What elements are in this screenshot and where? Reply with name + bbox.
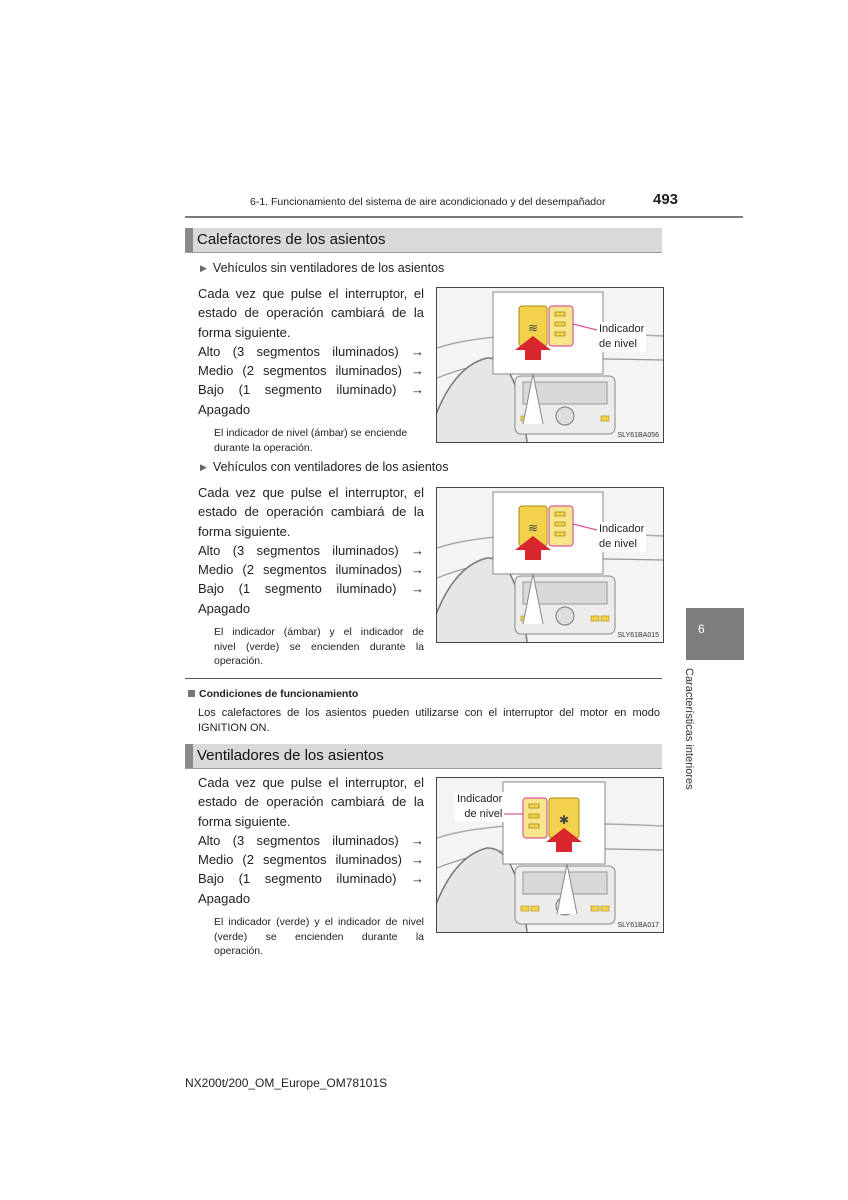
text-line: estado de operación cambiará de la — [198, 504, 424, 520]
text-line: forma siguiente. — [198, 324, 291, 340]
text-line: Apagado — [198, 401, 251, 417]
text-line: Cada vez que pulse el interruptor, el — [198, 286, 424, 301]
footer-document-id: NX200t/200_OM_Europe_OM78101S — [185, 1076, 388, 1090]
square-bullet-icon — [188, 690, 195, 697]
procedure-text-3 — [198, 773, 424, 908]
section-divider — [185, 678, 662, 679]
chapter-number: 6 — [698, 622, 705, 636]
level-indicator-callout: Indicador de nivel — [599, 523, 645, 550]
text-line: Bajo (1 segmento iluminado) → — [198, 382, 424, 398]
chapter-tab — [686, 608, 744, 660]
conditions-text — [198, 706, 660, 735]
text-line: Alto (3 segmentos iluminados) → — [198, 343, 424, 359]
procedure-text-1 — [198, 284, 424, 419]
text-line: forma siguiente. — [198, 523, 291, 539]
text-line: Cada vez que pulse el interruptor, el — [198, 775, 424, 790]
figure-seat-ventilator-switch — [436, 777, 664, 933]
note-line: operación. — [214, 655, 264, 667]
figure-seat-heater-switch-ventilated — [436, 487, 664, 643]
section-heading-seat-ventilators — [185, 744, 662, 769]
text-line: Alto (3 segmentos iluminados) → — [198, 832, 424, 848]
section-accent — [185, 744, 193, 768]
section-heading-seat-heaters — [185, 228, 662, 253]
text-line: Alto (3 segmentos iluminados) → — [198, 542, 424, 558]
figure-seat-heater-switch — [436, 287, 664, 443]
note-text-1 — [214, 426, 424, 455]
level-indicator-callout: Indicador de nivel — [457, 793, 503, 820]
figure-code: SLY61BA056 — [617, 432, 659, 439]
chapter-label: Características interiores — [683, 668, 695, 790]
text-line: Medio (2 segmentos iluminados) → — [198, 852, 424, 868]
figure-code: SLY61BA017 — [617, 922, 659, 929]
text-line: estado de operación cambiará de la — [198, 305, 424, 321]
dashboard-illustration — [437, 488, 663, 642]
text-line: estado de operación cambiará de la — [198, 794, 424, 810]
note-line: El indicador (verde) y el indicador de nivel — [214, 916, 424, 928]
text-line: Bajo (1 segmento iluminado) → — [198, 871, 424, 887]
procedure-text-2 — [198, 483, 424, 618]
text-line: Apagado — [198, 890, 251, 906]
note-line: nivel (verde) se encienden durante la — [214, 640, 424, 653]
page-number: 493 — [653, 191, 679, 208]
text-line: Cada vez que pulse el interruptor, el — [198, 485, 424, 500]
section-title: Calefactores de los asientos — [197, 231, 386, 248]
note-text-3 — [214, 915, 424, 959]
level-indicator-callout: Indicador de nivel — [599, 323, 645, 350]
text-line: forma siguiente. — [198, 813, 291, 829]
section-title: Ventiladores de los asientos — [197, 747, 384, 764]
section-accent — [185, 228, 193, 252]
note-text-2 — [214, 625, 424, 669]
text-line: IGNITION ON. — [198, 721, 270, 734]
note-line: operación. — [214, 945, 264, 957]
conditions-heading: Condiciones de funcionamiento — [188, 688, 358, 700]
note-line: El indicador (ámbar) y el indicador de — [214, 626, 424, 638]
note-line: El indicador de nivel (ámbar) se enciende — [214, 427, 408, 439]
running-header-title: 6-1. Funcionamiento del sistema de aire acondicionado y del desempañador — [250, 196, 606, 208]
svg-text:✱: ✱ — [558, 813, 570, 827]
subsection-heading-no-ventilators: ▶ Vehículos sin ventiladores de los asientos — [200, 261, 445, 275]
text-line: Los calefactores de los asientos pueden utilizarse con el interruptor del motor en modo — [198, 707, 660, 719]
note-line: (verde) se encienden durante la — [214, 930, 424, 943]
subsection-heading-with-ventilators: ▶ Vehículos con ventiladores de los asientos — [200, 460, 449, 474]
figure-code: SLY61BA015 — [617, 632, 659, 639]
triangle-bullet-icon: ▶ — [200, 263, 207, 273]
dashboard-illustration — [437, 288, 663, 442]
text-line: Bajo (1 segmento iluminado) → — [198, 581, 424, 597]
text-line: Medio (2 segmentos iluminados) → — [198, 363, 424, 379]
svg-text:≋: ≋ — [527, 321, 539, 335]
svg-text:≋: ≋ — [527, 521, 539, 535]
text-line: Medio (2 segmentos iluminados) → — [198, 562, 424, 578]
note-line: durante la operación. — [214, 441, 313, 454]
triangle-bullet-icon: ▶ — [200, 462, 207, 472]
header-rule — [185, 216, 743, 218]
text-line: Apagado — [198, 600, 251, 616]
